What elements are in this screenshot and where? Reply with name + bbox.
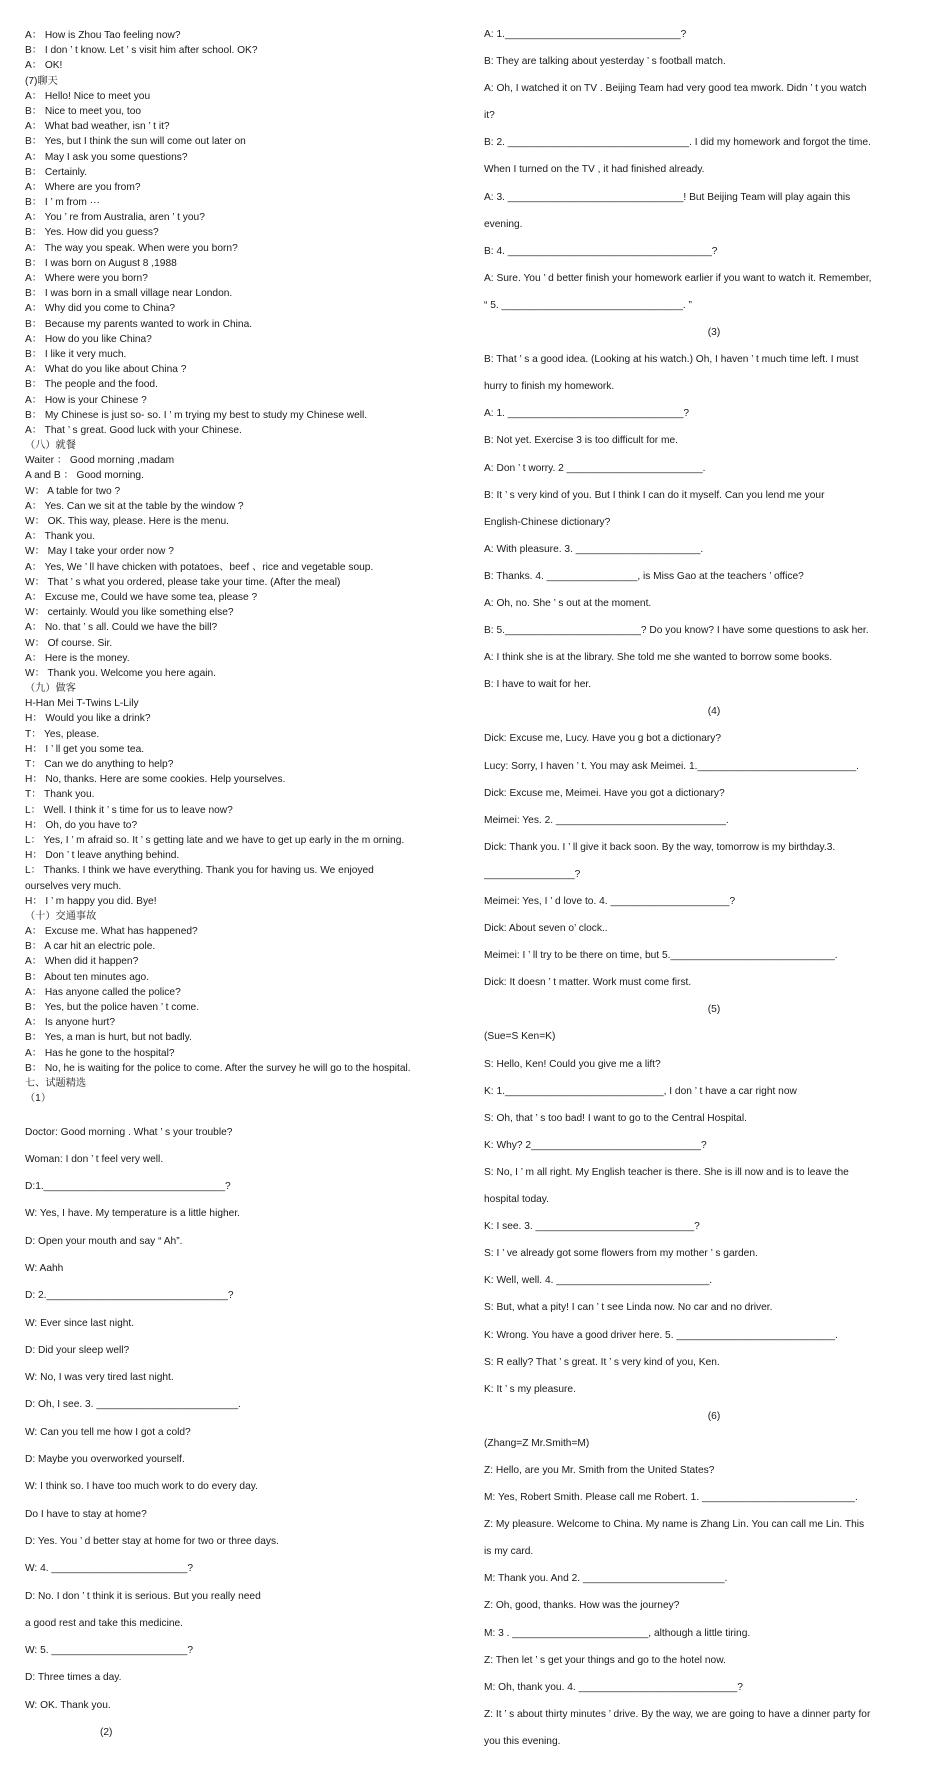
text-line: 七、试题精选 xyxy=(25,1077,87,1089)
text-line: W: Ever since last night. xyxy=(25,1317,135,1329)
text-line: W： Thank you. Welcome you here again. xyxy=(25,667,217,679)
text-line: H： I ’ ll get you some tea. xyxy=(25,743,145,755)
text-line: A： Where were you born? xyxy=(25,273,148,284)
text-line: M: Yes, Robert Smith. Please call me Robert. 1. ___________________________. xyxy=(484,1492,858,1504)
text-line: A: 3. _______________________________! But Beijing Team will play again this xyxy=(484,191,851,203)
text-line: （八）就餐 xyxy=(25,440,76,452)
text-line: Z: Hello, are you Mr. Smith from the United States? xyxy=(484,1464,715,1476)
text-line: A： OK! xyxy=(25,60,63,72)
text-line: ________________? xyxy=(484,868,581,880)
text-line: L： Well. I think it ’ s time for us to leave now? xyxy=(25,804,233,816)
text-line: ourselves very much. xyxy=(25,880,122,892)
text-line: W: Aahh xyxy=(25,1262,64,1274)
text-line: A: Oh, I watched it on TV . Beijing Team had very good tea mwork. Didn ’ t you watch xyxy=(484,83,867,95)
text-line: B： A car hit an electric pole. xyxy=(25,941,156,953)
text-line: W： A table for two ? xyxy=(25,485,121,497)
text-line: B: Not yet. Exercise 3 is too difficult for me. xyxy=(484,435,679,447)
text-line: A： Hello! Nice to meet you xyxy=(25,90,151,102)
text-line: it? xyxy=(484,110,495,122)
text-line: a good rest and take this medicine. xyxy=(25,1617,184,1629)
text-line: S: R eally? That ’ s great. It ’ s very kind of you, Ken. xyxy=(484,1356,720,1368)
text-line: W: Can you tell me how I got a cold? xyxy=(25,1426,191,1438)
text-line: T： Can we do anything to help? xyxy=(25,759,174,770)
text-line: B： I ’ m from ··· xyxy=(25,197,100,209)
text-line: D: No. I don ’ t think it is serious. But you really need xyxy=(25,1590,261,1602)
text-line: K: Why? 2______________________________? xyxy=(484,1139,707,1151)
text-line: D: Yes. You ’ d better stay at home for two or three days. xyxy=(25,1535,279,1547)
text-line: A： Has anyone called the police? xyxy=(25,986,181,998)
text-line: （1） xyxy=(25,1093,52,1105)
text-line: B: 4. ____________________________________? xyxy=(484,245,718,257)
text-line: A： No. that ’ s all. Could we have the bill? xyxy=(25,622,218,634)
text-line: A： Why did you come to China? xyxy=(25,303,176,315)
text-line: A： How do you like China? xyxy=(25,333,152,345)
text-line: B： I was born on August 8 ,1988 xyxy=(25,257,177,269)
text-line: B： Yes. How did you guess? xyxy=(25,227,159,239)
text-line: (Sue=S Ken=K) xyxy=(484,1031,556,1043)
text-line: L： Thanks. I think we have everything. Thank you for having us. We enjoyed xyxy=(25,865,374,877)
text-line: A: 1. _______________________________? xyxy=(484,408,690,420)
text-line: B： Yes, but the police haven ’ t come. xyxy=(25,1002,200,1013)
text-line: (Zhang=Z Mr.Smith=M) xyxy=(484,1437,590,1449)
text-line: A： What do you like about China ? xyxy=(25,364,187,376)
text-line: H： Don ’ t leave anything behind. xyxy=(25,850,180,862)
text-line: Meimei: Yes, I ’ d love to. 4. _____________________? xyxy=(484,896,736,907)
text-line: D: Oh, I see. 3. _________________________. xyxy=(25,1399,241,1411)
text-line: S: No, I ’ m all right. My English teacher is there. She is ill now and is to leave the xyxy=(484,1166,849,1178)
text-line: A： What bad weather, isn ’ t it? xyxy=(25,121,170,133)
text-line: (5) xyxy=(707,1004,721,1016)
text-line: H： Oh, do you have to? xyxy=(25,819,138,831)
text-line: B： I like it very much. xyxy=(25,348,127,360)
text-line: English-Chinese dictionary? xyxy=(484,516,611,528)
text-line: B： Certainly. xyxy=(25,166,88,178)
text-line: M: Oh, thank you. 4. ____________________________? xyxy=(484,1681,743,1693)
text-line: A： Yes, We ’ ll have chicken with potatoes、beef 、rice and vegetable soup. xyxy=(25,561,374,573)
text-line: H： I ’ m happy you did. Bye! xyxy=(25,895,157,907)
text-line: B： Yes, a man is hurt, but not badly. xyxy=(25,1032,192,1044)
text-line: Z: My pleasure. Welcome to China. My name is Zhang Lin. You can call me Lin. This xyxy=(484,1519,865,1531)
text-line: （十）交通事故 xyxy=(25,910,97,922)
text-line: A: Don ’ t worry. 2 ________________________. xyxy=(484,462,706,474)
text-line: M: 3 . ________________________, although a little tiring. xyxy=(484,1627,751,1639)
text-line: Dick: It doesn ’ t matter. Work must come first. xyxy=(484,977,692,989)
text-line: A： When did it happen? xyxy=(25,956,139,968)
text-line: A： Here is the money. xyxy=(25,652,130,664)
text-line: evening. xyxy=(484,218,523,230)
text-line: W: No, I was very tired last night. xyxy=(25,1372,174,1384)
text-line: (7)聊天 xyxy=(25,75,58,87)
text-line: A： Where are you from? xyxy=(25,181,141,193)
text-line: B： Yes, but I think the sun will come out later on xyxy=(25,136,246,148)
exercise-1-dialogue xyxy=(25,1119,457,1747)
text-line: L： Yes, I ’ m afraid so. It ’ s getting late and we have to get up early in the m orning. xyxy=(25,834,405,846)
right-column xyxy=(484,0,944,1755)
text-line: Dick: Thank you. I ’ ll give it back soon. By the way, tomorrow is my birthday.3. xyxy=(484,841,836,853)
text-line: A： Has he gone to the hospital? xyxy=(25,1047,175,1059)
text-line: D: 2.________________________________? xyxy=(25,1290,234,1302)
text-line: “ 5. ________________________________. ” xyxy=(484,299,692,311)
text-line: B: 5.________________________? Do you know? I have some questions to ask her. xyxy=(484,625,869,637)
text-line: Do I have to stay at home? xyxy=(25,1508,147,1520)
text-line: S: Hello, Ken! Could you give me a lift? xyxy=(484,1058,661,1070)
text-line: B： I was born in a small village near London. xyxy=(25,288,233,300)
text-line: B： The people and the food. xyxy=(25,379,158,391)
text-line: Meimei: I ’ ll try to be there on time, but 5._____________________________. xyxy=(484,950,838,962)
text-line: W： That ’ s what you ordered, please take your time. (After the meal) xyxy=(25,576,341,588)
text-line: hurry to finish my homework. xyxy=(484,381,615,393)
text-line: When I turned on the TV , it had finished already. xyxy=(484,164,705,176)
text-line: W: I think so. I have too much work to do every day. xyxy=(25,1481,258,1493)
text-line: H： Would you like a drink? xyxy=(25,713,151,725)
text-line: hospital today. xyxy=(484,1194,549,1206)
text-line: Meimei: Yes. 2. ______________________________. xyxy=(484,814,729,826)
text-line: A: With pleasure. 3. ______________________. xyxy=(484,543,704,555)
text-line: A： You ’ re from Australia, aren ’ t you? xyxy=(25,212,205,224)
text-line: K: 1.____________________________, I don ’ t have a car right now xyxy=(484,1085,797,1097)
text-line: B： About ten minutes ago. xyxy=(25,971,150,983)
text-line: B: Thanks. 4. ________________, is Miss Gao at the teachers ’ office? xyxy=(484,570,804,582)
text-line: A: I think she is at the library. She told me she wanted to borrow some books. xyxy=(484,652,833,664)
text-line: A: Sure. You ’ d better finish your homework earlier if you want to watch it. Remember, xyxy=(484,272,872,284)
text-line: B: That ’ s a good idea. (Looking at his watch.) Oh, I haven ’ t much time left. I must xyxy=(484,354,859,366)
text-line: Z: Oh, good, thanks. How was the journey? xyxy=(484,1600,680,1612)
text-line: B: It ’ s very kind of you. But I think I can do it myself. Can you lend me your xyxy=(484,489,825,501)
text-line: is my card. xyxy=(484,1546,534,1558)
text-line: S: But, what a pity! I can ’ t see Linda now. No car and no driver. xyxy=(484,1302,773,1314)
text-line: you this evening. xyxy=(484,1735,561,1747)
text-line: Dick: About seven o’ clock.. xyxy=(484,923,608,935)
text-line: W: 5. ________________________? xyxy=(25,1645,194,1657)
text-line: K: Wrong. You have a good driver here. 5. ____________________________. xyxy=(484,1329,838,1341)
text-line: (4) xyxy=(707,706,721,718)
text-line: T： Yes, please. xyxy=(25,728,100,740)
text-line: K: I see. 3. ____________________________? xyxy=(484,1221,700,1233)
text-line: S: I ’ ve already got some flowers from my mother ’ s garden. xyxy=(484,1248,758,1260)
spacer xyxy=(25,1106,457,1118)
text-line: B: 2. ________________________________. I did my homework and forgot the time. xyxy=(484,137,871,149)
text-line: W： Of course. Sir. xyxy=(25,637,113,649)
text-line: B： Because my parents wanted to work in China. xyxy=(25,318,253,330)
text-line: Lucy: Sorry, I haven ’ t. You may ask Meimei. 1.____________________________. xyxy=(484,760,859,772)
text-line: A： Yes. Can we sit at the table by the window ? xyxy=(25,500,244,512)
text-line: W: Yes, I have. My temperature is a little higher. xyxy=(25,1208,240,1220)
text-line: A: Oh, no. She ’ s out at the moment. xyxy=(484,597,652,609)
text-line: A： How is your Chinese ? xyxy=(25,394,147,406)
text-line: (2) xyxy=(100,1727,113,1739)
text-line: （九）做客 xyxy=(25,683,76,695)
text-line: Dick: Excuse me, Lucy. Have you g bot a dictionary? xyxy=(484,733,722,745)
text-line: B： No, he is waiting for the police to come. After the survey he will go to the hospital. xyxy=(25,1062,411,1074)
exercise-dialogues xyxy=(484,0,944,1755)
text-line: A： That ’ s great. Good luck with your Chinese. xyxy=(25,424,242,436)
text-line: T： Thank you. xyxy=(25,789,95,801)
text-line: Woman: I don ’ t feel very well. xyxy=(25,1153,164,1165)
text-line: S: Oh, that ’ s too bad! I want to go to the Central Hospital. xyxy=(484,1112,747,1124)
text-line: H-Han Mei T-Twins L-Lily xyxy=(25,698,139,710)
text-line: W： OK. This way, please. Here is the menu. xyxy=(25,516,230,527)
text-line: D: Open your mouth and say “ Ah”. xyxy=(25,1235,183,1247)
text-line: M: Thank you. And 2. _________________________. xyxy=(484,1573,728,1585)
text-line: K: Well, well. 4. ___________________________. xyxy=(484,1275,713,1287)
text-line: B： My Chinese is just so- so. I ’ m trying my best to study my Chinese well. xyxy=(25,409,368,421)
text-line: B： I don ’ t know. Let ’ s visit him after school. OK? xyxy=(25,45,258,57)
text-line: (3) xyxy=(707,327,721,339)
text-line: B： Nice to meet you, too xyxy=(25,105,142,117)
text-line: B: They are talking about yesterday ’ s football match. xyxy=(484,56,726,68)
text-line: B: I have to wait for her. xyxy=(484,679,592,691)
text-line: A: 1._______________________________? xyxy=(484,29,687,40)
text-line: Z: It ’ s about thirty minutes ’ drive. By the way, we are going to have a dinner party for xyxy=(484,1708,871,1720)
text-line: D:1.________________________________? xyxy=(25,1181,231,1193)
text-line: Z: Then let ’ s get your things and go to the hotel now. xyxy=(484,1654,726,1666)
text-line: A： How is Zhou Tao feeling now? xyxy=(25,30,181,41)
text-line: H： No, thanks. Here are some cookies. Help yourselves. xyxy=(25,774,286,786)
text-line: A： Excuse me, Could we have some tea, please ? xyxy=(25,591,258,603)
text-line: Dick: Excuse me, Meimei. Have you got a dictionary? xyxy=(484,787,725,799)
text-line: Doctor: Good morning . What ’ s your trouble? xyxy=(25,1126,233,1138)
text-line: (6) xyxy=(707,1410,721,1422)
left-column xyxy=(25,0,457,1746)
text-line: A and B ： Good morning. xyxy=(25,470,144,482)
text-line: A： May I ask you some questions? xyxy=(25,151,188,163)
left-top-dialogues xyxy=(25,0,457,1106)
text-line: A： Excuse me. What has happened? xyxy=(25,926,198,938)
text-line: W: 4. ________________________? xyxy=(25,1563,194,1575)
text-line: W： May I take your order now ? xyxy=(25,546,174,558)
text-line: D: Maybe you overworked yourself. xyxy=(25,1454,185,1466)
text-line: Waiter ： Good morning ,madam xyxy=(25,455,175,467)
text-line: W： certainly. Would you like something else? xyxy=(25,607,234,619)
text-line: A： Thank you. xyxy=(25,531,96,543)
text-line: A： Is anyone hurt? xyxy=(25,1017,116,1029)
text-line: D: Three times a day. xyxy=(25,1672,122,1684)
text-line: W: OK. Thank you. xyxy=(25,1699,111,1711)
text-line: A： The way you speak. When were you born? xyxy=(25,242,238,254)
text-line: D: Did your sleep well? xyxy=(25,1344,130,1356)
text-line: K: It ’ s my pleasure. xyxy=(484,1383,576,1395)
